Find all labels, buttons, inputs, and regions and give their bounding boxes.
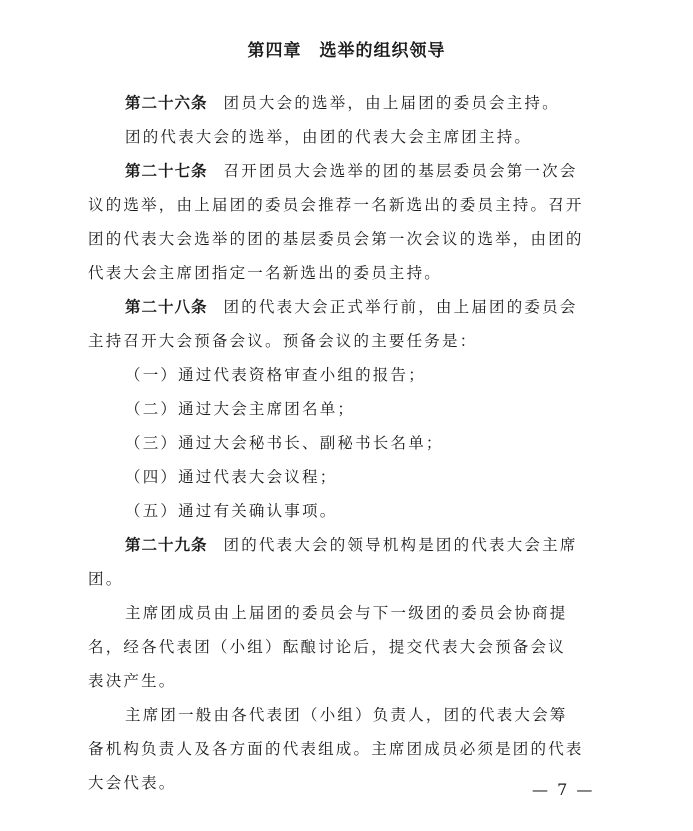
article-28-line-1 <box>88 290 618 324</box>
article-29-label: 第二十九条 <box>125 536 208 554</box>
article-27-line-1 <box>88 154 618 188</box>
article-28-item-4: （四）通过代表大会议程； <box>125 468 338 486</box>
article-28-item-2: （二）通过大会主席团名单； <box>125 400 356 418</box>
article-27-line-4: 代表大会主席团指定一名新选出的委员主持。 <box>88 264 443 282</box>
article-29-para3-line-1: 主席团一般由各代表团（小组）负责人，团的代表大会筹 <box>125 706 568 724</box>
article-28-label: 第二十八条 <box>125 298 208 316</box>
article-26-line-2: 团的代表大会的选举，由团的代表大会主席团主持。 <box>125 128 533 146</box>
article-28-line-2: 主持召开大会预备会议。预备会议的主要任务是： <box>88 332 478 350</box>
article-29-text: 团的代表大会的领导机构是团的代表大会主席 <box>223 536 578 554</box>
chapter-title: 第四章 选举的组织领导 <box>247 41 446 61</box>
article-28-item-3: （三）通过大会秘书长、副秘书长名单； <box>125 434 444 452</box>
article-29-para2-line-3: 表决产生。 <box>88 672 177 690</box>
article-29-line-2: 团。 <box>88 570 124 588</box>
article-27-text: 召开团员大会选举的团的基层委员会第一次会 <box>223 162 578 180</box>
article-27-line-3: 团的代表大会选举的团的基层委员会第一次会议的选举，由团的 <box>88 230 584 248</box>
article-29-para3-line-2: 备机构负责人及各方面的代表组成。主席团成员必须是团的代表 <box>88 740 584 758</box>
document-body <box>88 86 618 800</box>
article-28-item-5: （五）通过有关确认事项。 <box>125 502 338 520</box>
article-29-line-1 <box>88 528 618 562</box>
page-number: — 7 — <box>532 780 595 799</box>
article-27-label: 第二十七条 <box>125 162 208 180</box>
article-26-label: 第二十六条 <box>125 94 208 112</box>
article-27-line-2: 议的选举，由上届团的委员会推荐一名新选出的委员主持。召开 <box>88 196 584 214</box>
article-26-text: 团员大会的选举，由上届团的委员会主持。 <box>223 94 560 112</box>
article-26-line-1 <box>88 86 618 120</box>
article-29-para3-line-3: 大会代表。 <box>88 774 177 792</box>
article-28-item-1: （一）通过代表资格审查小组的报告； <box>125 366 426 384</box>
article-28-text: 团的代表大会正式举行前，由上届团的委员会 <box>223 298 578 316</box>
article-29-para2-line-1: 主席团成员由上届团的委员会与下一级团的委员会协商提 <box>125 604 568 622</box>
article-29-para2-line-2: 名，经各代表团（小组）酝酿讨论后，提交代表大会预备会议 <box>88 638 566 656</box>
